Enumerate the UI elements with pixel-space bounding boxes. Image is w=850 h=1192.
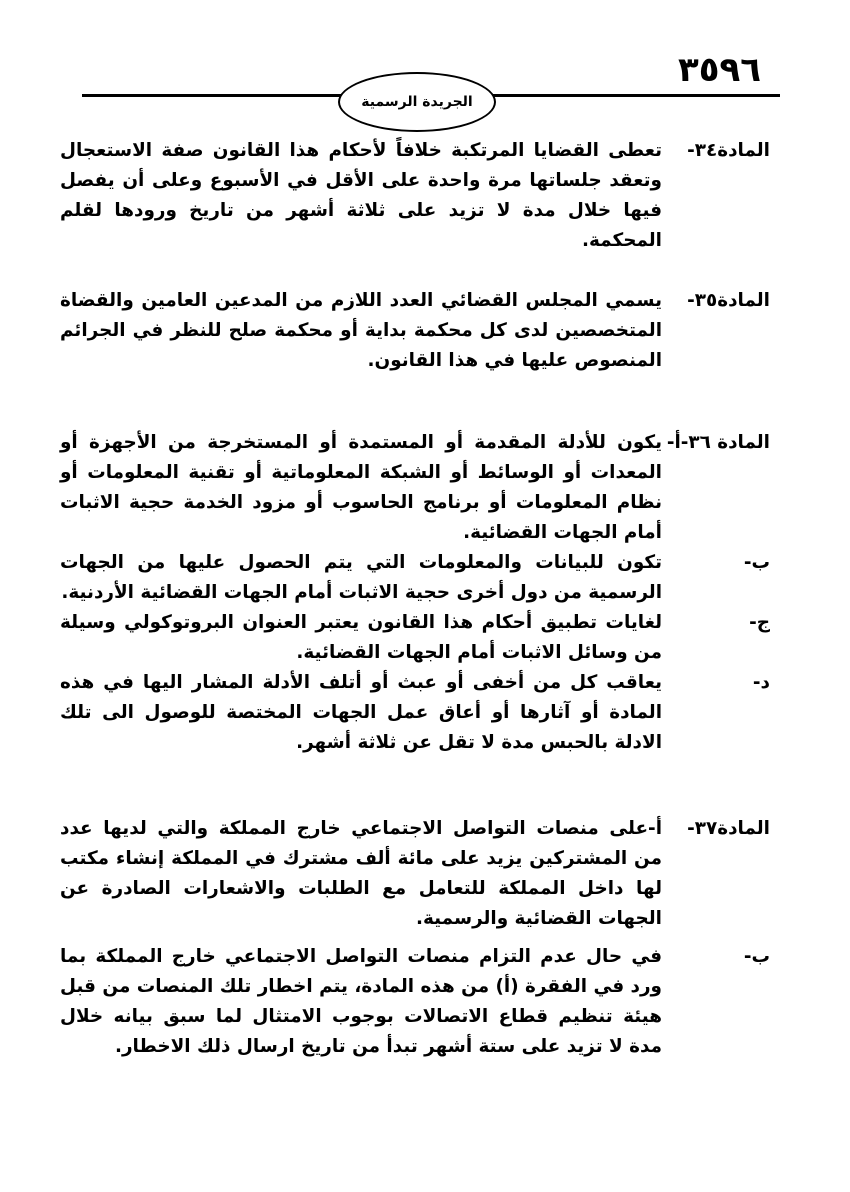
article-37-b-text: في حال عدم التزام منصات التواصل الاجتماعي خارج المملكة بما ورد في الفقرة (أ) من هذه المادة، يتم اخطار تلك المنصات من قبل هيئة تنظيم قطاع الاتصالات بوجوب الامتثال لما سبق بيانه خلال مدة لا تزيد على ستة أشهر تبدأ من تاريخ ارسال ذلك الاخطار. — [60, 946, 662, 1057]
article-37-b-letter: ب- — [743, 946, 770, 967]
article-36-b-text: تكون للبيانات والمعلومات التي يتم الحصول عليها من الجهات الرسمية من دول أخرى حجية الاثبات أمام الجهات القضائية الأردنية. — [60, 552, 662, 603]
article-36-paragraph-c — [60, 608, 770, 668]
article-34-row — [60, 136, 770, 256]
article-37-b — [60, 942, 770, 1062]
article-36-c-letter: ج- — [749, 612, 770, 633]
article-35-label: المادة٣٥- — [687, 290, 770, 311]
article-34 — [60, 136, 770, 256]
article-35 — [60, 286, 770, 376]
article-36-d-letter: د- — [752, 672, 770, 693]
article-36-a-text: يكون للأدلة المقدمة أو المستمدة أو المستخرجة من الأجهزة أو المعدات أو الوسائط أو الشبكة المعلوماتية أو تقنية المعلومات أو نظام المعلومات أو برنامج الحاسوب أو مزود الخدمة حجية الاثبات أمام الجهات القضائية. — [60, 432, 662, 543]
article-36-c-text: لغايات تطبيق أحكام هذا القانون يعتبر العنوان البروتوكولي وسيلة من وسائل الاثبات أمام الجهات القضائية. — [60, 612, 662, 663]
article-37 — [60, 814, 770, 934]
page-number: ٣٥٩٦ — [678, 50, 762, 90]
article-34-text: تعطى القضايا المرتكبة خلافاً لأحكام هذا القانون صفة الاستعجال وتعقد جلساتها مرة واحدة على الأقل في الأسبوع وعلى أن يفصل فيها خلال مدة لا تزيد على ثلاثة أشهر من تاريخ ورودها لقلم المحكمة. — [60, 140, 662, 251]
article-36-d-text: يعاقب كل من أخفى أو عبث أو أتلف الأدلة المشار اليها في هذه المادة أو آثارها أو أعاق عمل الجهات المختصة للوصول الى تلك الادلة بالحبس مدة لا تقل عن ثلاثة أشهر. — [60, 672, 662, 753]
article-36-paragraph-b — [60, 548, 770, 608]
gazette-title: الجريدة الرسمية — [361, 94, 473, 110]
article-35-row — [60, 286, 770, 376]
article-36-b-letter: ب- — [743, 552, 770, 573]
article-36-paragraph-d — [60, 668, 770, 758]
article-35-text: يسمي المجلس القضائي العدد اللازم من المدعين العامين والقضاة المتخصصين لدى كل محكمة بداية أو محكمة صلح للنظر في الجرائم المنصوص عليها في هذا القانون. — [60, 290, 662, 371]
article-37-label: المادة٣٧- — [687, 818, 770, 839]
article-34-label: المادة٣٤- — [687, 140, 770, 161]
gazette-title-oval — [338, 72, 496, 132]
article-36-label: المادة ٣٦-أ- — [666, 432, 770, 453]
article-36-paragraph-a — [60, 428, 770, 548]
article-37-paragraph-a — [60, 814, 770, 934]
article-37-a-text: أ-على منصات التواصل الاجتماعي خارج المملكة والتي لديها عدد من المشتركين يزيد على مائة ألف مشترك في المملكة إنشاء مكتب لها داخل المملكة للتعامل مع الطلبات والاشعارات الصادرة عن الجهات القضائية والرسمية. — [60, 818, 662, 929]
article-37-paragraph-b — [60, 942, 770, 1062]
article-36 — [60, 428, 770, 758]
